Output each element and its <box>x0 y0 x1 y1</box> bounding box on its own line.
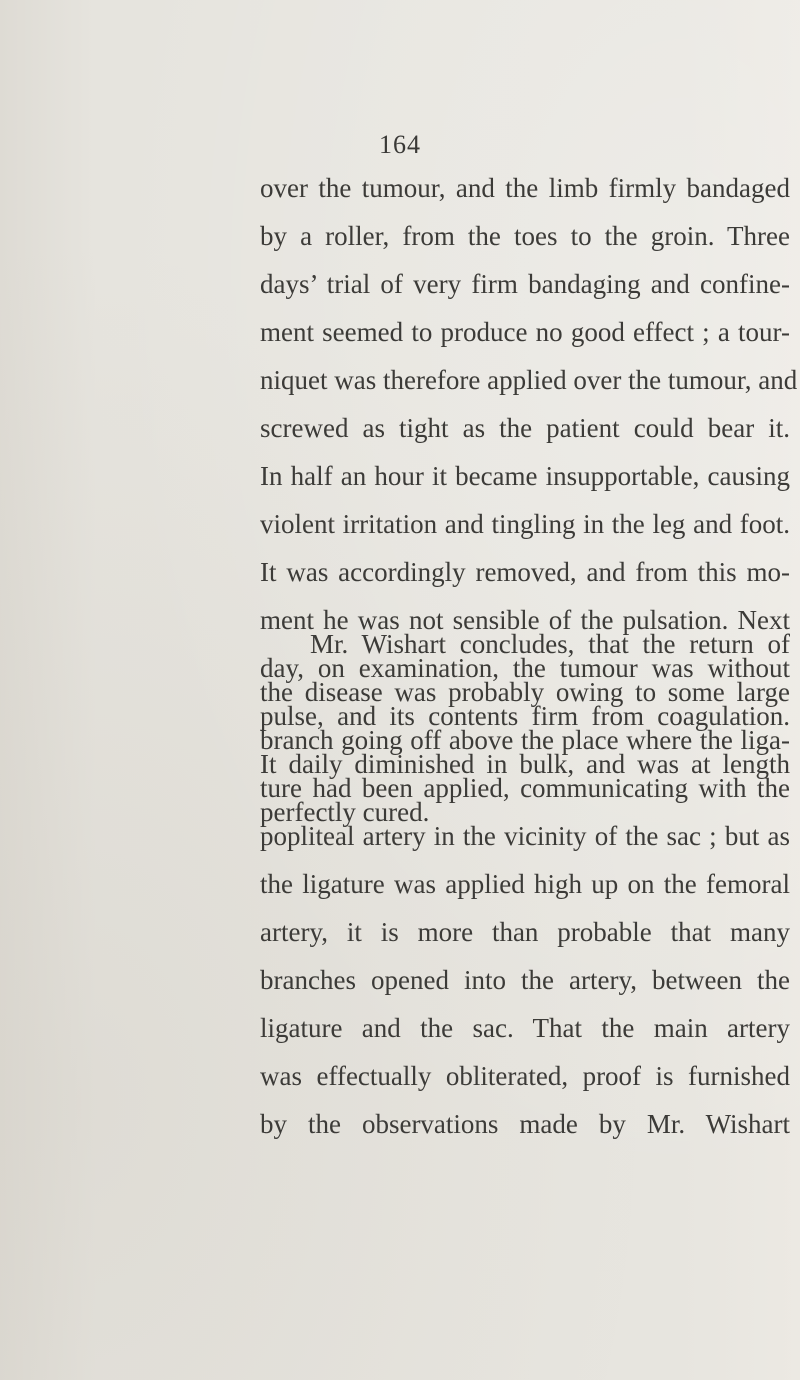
text-line: the ligature was applied high up on the femoral <box>260 869 790 899</box>
text-line: perfectly cured. <box>260 797 430 827</box>
text-line: by a roller, from the toes to the groin. Three <box>260 221 790 251</box>
text-line: branches opened into the artery, between the <box>260 965 790 995</box>
text-line: It daily diminished in bulk, and was at length <box>260 749 790 779</box>
paragraph-2 <box>260 620 790 1148</box>
text-line: branch going off above the place where the liga- <box>260 725 790 755</box>
text-line: Mr. Wishart concludes, that the return of <box>310 629 790 659</box>
text-line: screwed as tight as the patient could bear it. <box>260 413 790 443</box>
text-line: ture had been applied, communicating with the <box>260 773 790 803</box>
text-line: violent irritation and tingling in the leg and foot. <box>260 509 790 539</box>
text-line: the disease was probably owing to some large <box>260 677 790 707</box>
text-line: artery, it is more than probable that many <box>260 917 790 947</box>
text-line: over the tumour, and the limb firmly bandaged <box>260 173 790 203</box>
text-line: by the observations made by Mr. Wishart <box>260 1109 790 1139</box>
text-line: ment he was not sensible of the pulsation. Next <box>260 605 790 635</box>
text-line: popliteal artery in the vicinity of the sac ; but as <box>260 821 790 851</box>
text-line: days’ trial of very firm bandaging and confine- <box>260 269 790 299</box>
text-line: It was accordingly removed, and from this mo- <box>260 557 790 587</box>
text-line: ligature and the sac. That the main artery <box>260 1013 790 1043</box>
text-line: day, on examination, the tumour was without <box>260 653 790 683</box>
page-number: 164 <box>379 130 421 159</box>
text-line: was effectually obliterated, proof is furnished <box>260 1061 790 1091</box>
text-line: In half an hour it became insupportable, causing <box>260 461 790 491</box>
text-line: ment seemed to produce no good effect ; a tour- <box>260 317 790 347</box>
text-line: pulse, and its contents firm from coagulation. <box>260 701 790 731</box>
text-line: niquet was therefore applied over the tumour, and <box>260 365 798 395</box>
